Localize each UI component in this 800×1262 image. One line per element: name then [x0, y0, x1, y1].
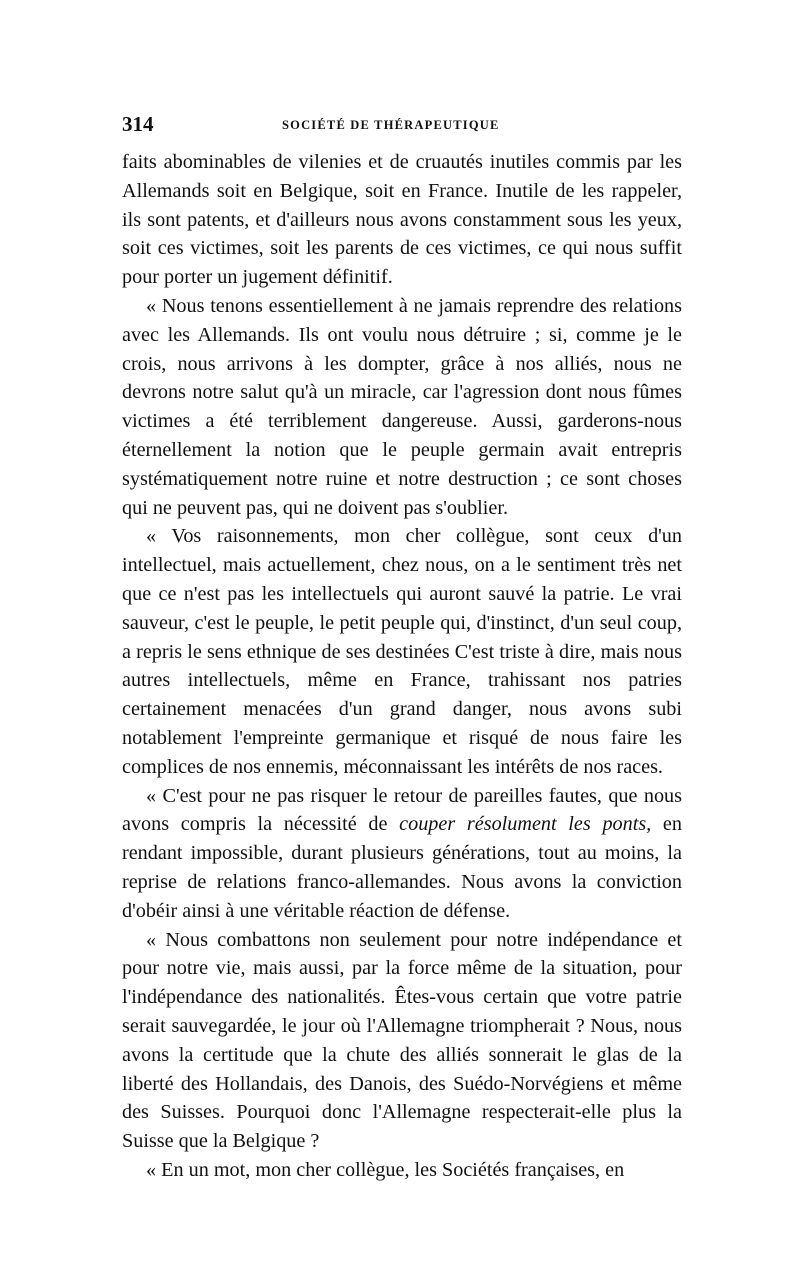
paragraph: faits abominables de vilenies et de cruautés inutiles commis par les Allemands soit en Belgique, soit en France. Inutile de les rappeler, ils sont patents, et d'ailleurs nous avons constamment sous les yeux, soit ces victimes, soit les parents de ces victimes, ce qui nous suffit pour porter un jugement définitif. [122, 151, 682, 289]
paragraph: « Nous tenons essentiellement à ne jamais reprendre des relations avec les Allemands. Ils ont voulu nous détruire ; si, comme je le crois, nous arrivons à les dompter, grâce à nos alliés, nous ne devrons notre salut qu'à un miracle, car l'agression dont nous fûmes victimes a été terriblement dangereuse. Aussi, garderons-nous éternellement la notion que le peuple germain avait entrepris systématiquement notre ruine et notre destruction ; ce sont choses qui ne peuvent pas, qui ne doivent pas s'oublier. [122, 294, 682, 519]
paragraph: « En un mot, mon cher collègue, les Sociétés françaises, en [146, 1158, 625, 1181]
paragraph: « Nous combattons non seulement pour notre indépendance et pour notre vie, mais aussi, par la force même de la situation, pour l'indépendance des nationalités. Êtes-vous certain que votre patrie serait sauvegardée, le jour où l'Allemagne triompherait ? Nous, nous avons la certitude que la chute des alliés sonnerait le glas de la liberté des Hollandais, des Danois, des Suédo-Norvégiens et même des Suisses. Pourquoi donc l'Allemagne respecterait-elle plus la Suisse que la Belgique ? [122, 928, 682, 1153]
running-title: SOCIÉTÉ DE THÉRAPEUTIQUE [282, 118, 500, 132]
page-header [122, 112, 682, 138]
paragraph-text: en rendant impossible, durant plusieurs générations, tout au moins, la reprise de relations franco-allemandes. Nous avons la conviction d'obéir ainsi à une véritable réaction de défense. [122, 813, 682, 922]
body-text [122, 148, 682, 1185]
paragraph: « Vos raisonnements, mon cher collègue, sont ceux d'un intellectuel, mais actuellement, chez nous, on a le sentiment très net que ce n'est pas les intellectuels qui auront sauvé la patrie. Le vrai sauveur, c'est le peuple, le petit peuple qui, d'instinct, d'un seul coup, a repris le sens ethnique de ses destinées C'est triste à dire, mais nous autres intellectuels, même en France, trahissant nos patries certainement menacées d'un grand danger, nous avons subi notablement l'empreinte germanique et risqué de nous faire les complices de nos ennemis, méconnaissant les intérêts de nos races. [122, 525, 682, 778]
italic-phrase: couper résolument les ponts, [399, 813, 652, 836]
paragraph-text: « C'est pour ne pas risquer le retour de pareilles fautes, que nous avons compris la nécessité de [122, 784, 682, 836]
paragraph [122, 782, 682, 926]
page-number: 314 [122, 112, 154, 136]
